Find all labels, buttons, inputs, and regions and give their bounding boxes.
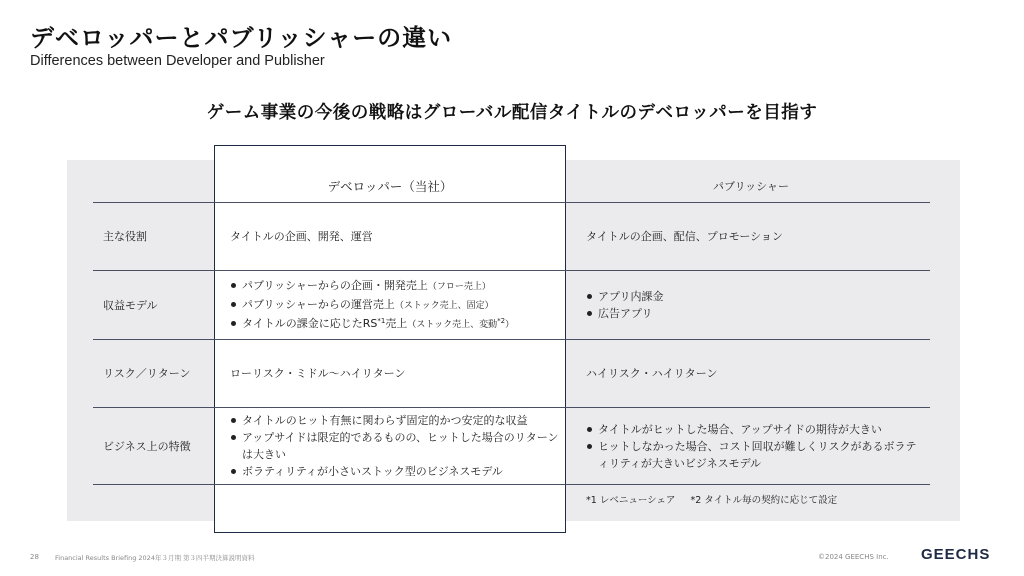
item-text: パブリッシャーからの企画・開発売上 bbox=[242, 278, 428, 292]
list-item bbox=[230, 277, 514, 296]
developer-risk-cell bbox=[230, 340, 560, 407]
list-item: アプリ内課金 bbox=[586, 288, 664, 305]
developer-revenue-list bbox=[230, 277, 514, 334]
developer-role-cell bbox=[230, 203, 560, 270]
item-text: タイトルの課金に応じたRS bbox=[242, 316, 378, 330]
list-item bbox=[230, 315, 514, 334]
footnote: *1 レベニューシェア bbox=[586, 495, 676, 506]
row-label-text: ビジネス上の特徴 bbox=[103, 439, 191, 453]
column-header-developer: デベロッパー（当社） bbox=[327, 179, 453, 194]
page-number: 28 bbox=[30, 553, 39, 561]
item-text: パブリッシャーからの運営売上 bbox=[242, 297, 395, 311]
cell-text: タイトルの企画、配信、プロモーション bbox=[586, 230, 783, 243]
item-note: （ストック売上、固定） bbox=[394, 300, 494, 311]
publisher-revenue-list bbox=[586, 288, 664, 322]
table-footnotes bbox=[586, 492, 849, 506]
page-title: デベロッパーとパブリッシャーの違い bbox=[30, 24, 453, 52]
row-label-revenue bbox=[103, 271, 213, 339]
list-item: ボラティリティが小さいストック型のビジネスモデル bbox=[230, 463, 560, 480]
list-item: 広告アプリ bbox=[586, 305, 664, 322]
publisher-risk-cell bbox=[586, 340, 926, 407]
page-subtitle: Differences between Developer and Publisher bbox=[30, 53, 325, 69]
table-divider bbox=[93, 484, 930, 485]
developer-features-list bbox=[230, 412, 560, 480]
list-item: ヒットしなかった場合、コスト回収が難しくリスクがあるボラティリティが大きいビジネスモデル bbox=[586, 438, 926, 472]
list-item: アップサイドは限定的であるものの、ヒットした場合のリターンは大きい bbox=[230, 429, 560, 463]
company-logo: GEECHS bbox=[921, 546, 991, 563]
column-header-publisher: パブリッシャー bbox=[713, 180, 789, 193]
publisher-revenue-cell bbox=[586, 271, 926, 339]
copyright: ©2024 GEECHS Inc. bbox=[818, 553, 889, 561]
row-label-features bbox=[103, 408, 213, 484]
footnote-marker: *1 bbox=[377, 316, 386, 325]
cell-text: タイトルの企画、開発、運営 bbox=[230, 230, 373, 243]
footnote: *2 タイトル毎の契約に応じて設定 bbox=[690, 495, 838, 506]
row-label-text: 収益モデル bbox=[103, 298, 158, 312]
list-item bbox=[230, 296, 514, 315]
item-note: （ストック売上、変動 bbox=[407, 319, 498, 330]
developer-revenue-cell bbox=[230, 271, 560, 339]
footnote-marker: *2 bbox=[497, 316, 506, 325]
list-item: タイトルのヒット有無に関わらず固定的かつ安定的な収益 bbox=[230, 412, 560, 429]
list-item: タイトルがヒットした場合、アップサイドの期待が大きい bbox=[586, 421, 926, 438]
item-text: 売上 bbox=[385, 316, 408, 330]
row-label-text: 主な役割 bbox=[103, 230, 147, 243]
publisher-role-cell bbox=[586, 203, 926, 270]
item-note: （フロー売上） bbox=[427, 281, 491, 292]
cell-text: ローリスク・ミドル～ハイリターン bbox=[230, 367, 406, 380]
footer-document-title: Financial Results Briefing 2024年３月期 第３四半期決算説明資料 bbox=[55, 554, 255, 562]
item-note: ） bbox=[505, 319, 515, 330]
publisher-features-cell bbox=[586, 408, 926, 484]
row-label-role bbox=[103, 203, 213, 270]
row-label-risk bbox=[103, 340, 213, 407]
publisher-features-list bbox=[586, 421, 926, 472]
cell-text: ハイリスク・ハイリターン bbox=[586, 367, 718, 380]
row-label-text: リスク／リターン bbox=[103, 367, 191, 380]
developer-features-cell bbox=[230, 408, 560, 484]
strategy-headline: ゲーム事業の今後の戦略はグローバル配信タイトルのデベロッパーを目指す bbox=[206, 103, 818, 123]
